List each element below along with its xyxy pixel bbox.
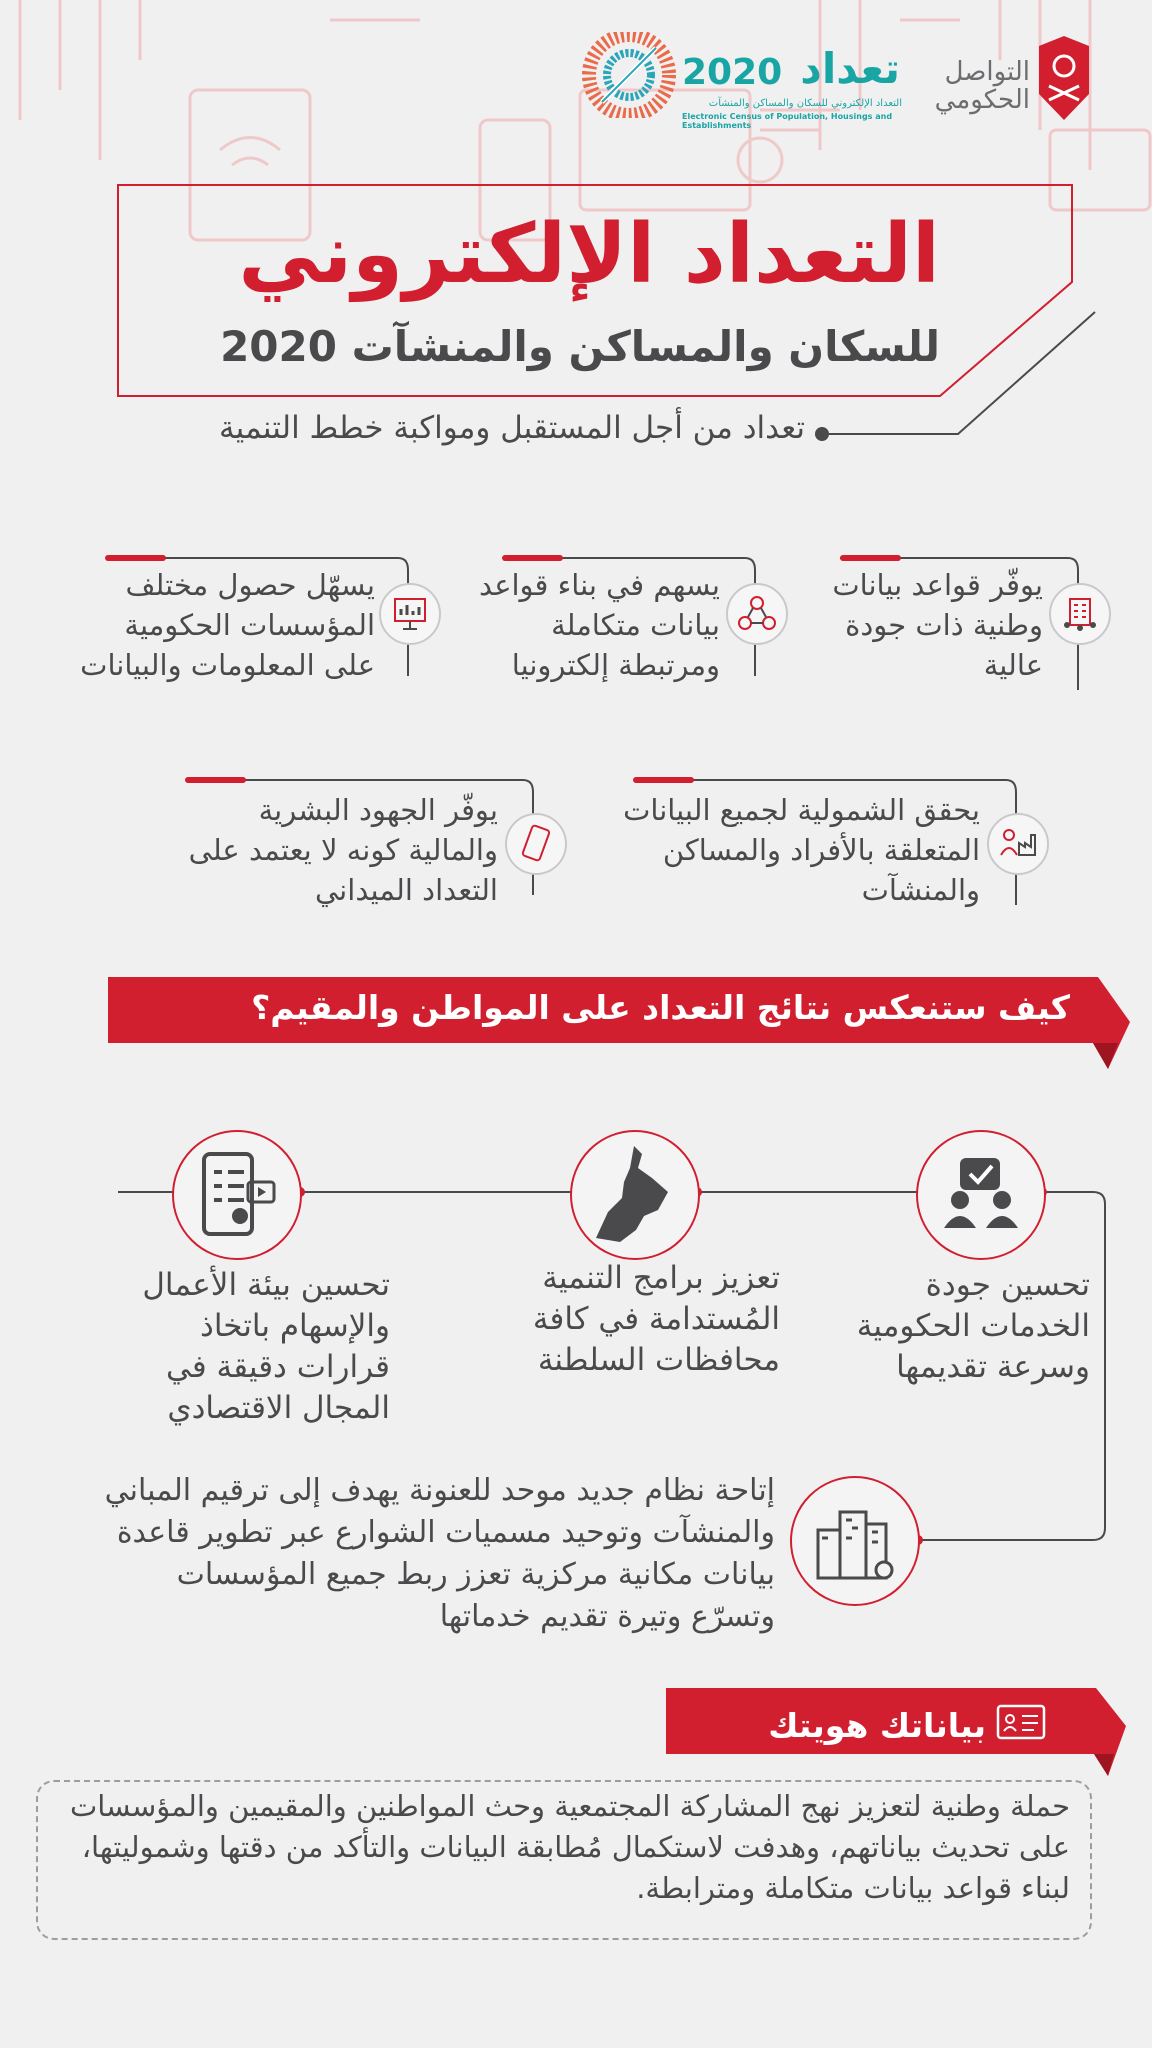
results-section-title: كيف ستنعكس نتائج التعداد على المواطن والمقيم؟ <box>251 988 1070 1027</box>
census-logo-year: 2020 <box>682 52 783 93</box>
presentation-chart-icon <box>379 583 441 645</box>
feature-text: يوفّر قواعد بيانات وطنية ذات جودة عالية <box>832 568 1043 682</box>
building-people-icon <box>1049 583 1111 645</box>
result-text: تعزيز برامج التنمية المُستدامة في كافة محافظات السلطنة <box>532 1260 780 1378</box>
phone-checklist-icon <box>172 1130 302 1260</box>
network-people-icon <box>726 583 788 645</box>
census-logo-subtitle-ar: التعداد الإلكتروني للسكان والمساكن والمنشآت <box>708 98 902 109</box>
id-card-icon <box>996 1704 1046 1740</box>
oman-map-icon <box>570 1130 700 1260</box>
census-logo-word: تعداد <box>800 44 900 93</box>
census-logo-subtitle-en: Electronic Census of Population, Housings and Establishments <box>682 112 893 130</box>
page-title: التعداد الإلكتروني <box>238 207 940 302</box>
feature-text: يحقق الشمولية لجميع البيانات المتعلقة بالأفراد والمساكن والمنشآت <box>623 793 980 907</box>
people-feedback-icon <box>916 1130 1046 1260</box>
page-subtitle: للسكان والمساكن والمنشآت 2020 <box>220 322 940 371</box>
tagline: تعداد من أجل المستقبل ومواكبة خطط التنمية <box>219 410 805 446</box>
identity-description: حملة وطنية لتعزيز نهج المشاركة المجتمعية وحث المواطنين والمقيمين والمؤسسات على تحديث بياناتهم، وهدفت لاستكمال مُطابقة البيانات والتأكد من دقتها وشموليتها، لبناء قواعد بيانات متكاملة ومترابطة. <box>69 1789 1070 1905</box>
result-text: تحسين جودة الخدمات الحكومية وسرعة تقديمها <box>856 1267 1090 1385</box>
result-text: تحسين بيئة الأعمال والإسهام باتخاذ قرارات دقيقة في المجال الاقتصادي <box>142 1267 390 1426</box>
feature-text: يسهم في بناء قواعد بيانات متكاملة ومرتبطة إلكترونيا <box>478 568 720 682</box>
feature-text: يسهّل حصول مختلف المؤسسات الحكومية على المعلومات والبيانات <box>80 568 375 682</box>
person-factory-icon <box>987 813 1049 875</box>
feature-text: يوفّر الجهود البشرية والمالية كونه لا يعتمد على التعداد الميداني <box>188 793 498 907</box>
result-text: إتاحة نظام جديد موحد للعنونة يهدف إلى ترقيم المباني والمنشآت وتوحيد مسميات الشوارع عبر تطوير قاعدة بيانات مكانية مركزية تعزز ربط جميع المؤسسات وتسرّع وتيرة تقديم خدماتها <box>104 1473 775 1634</box>
mobile-phone-icon <box>505 813 567 875</box>
gov-logo-text: التواصل الحكومي <box>934 57 1030 115</box>
city-location-icon <box>790 1476 920 1606</box>
identity-section-title: بياناتك هويتك <box>768 1706 986 1745</box>
